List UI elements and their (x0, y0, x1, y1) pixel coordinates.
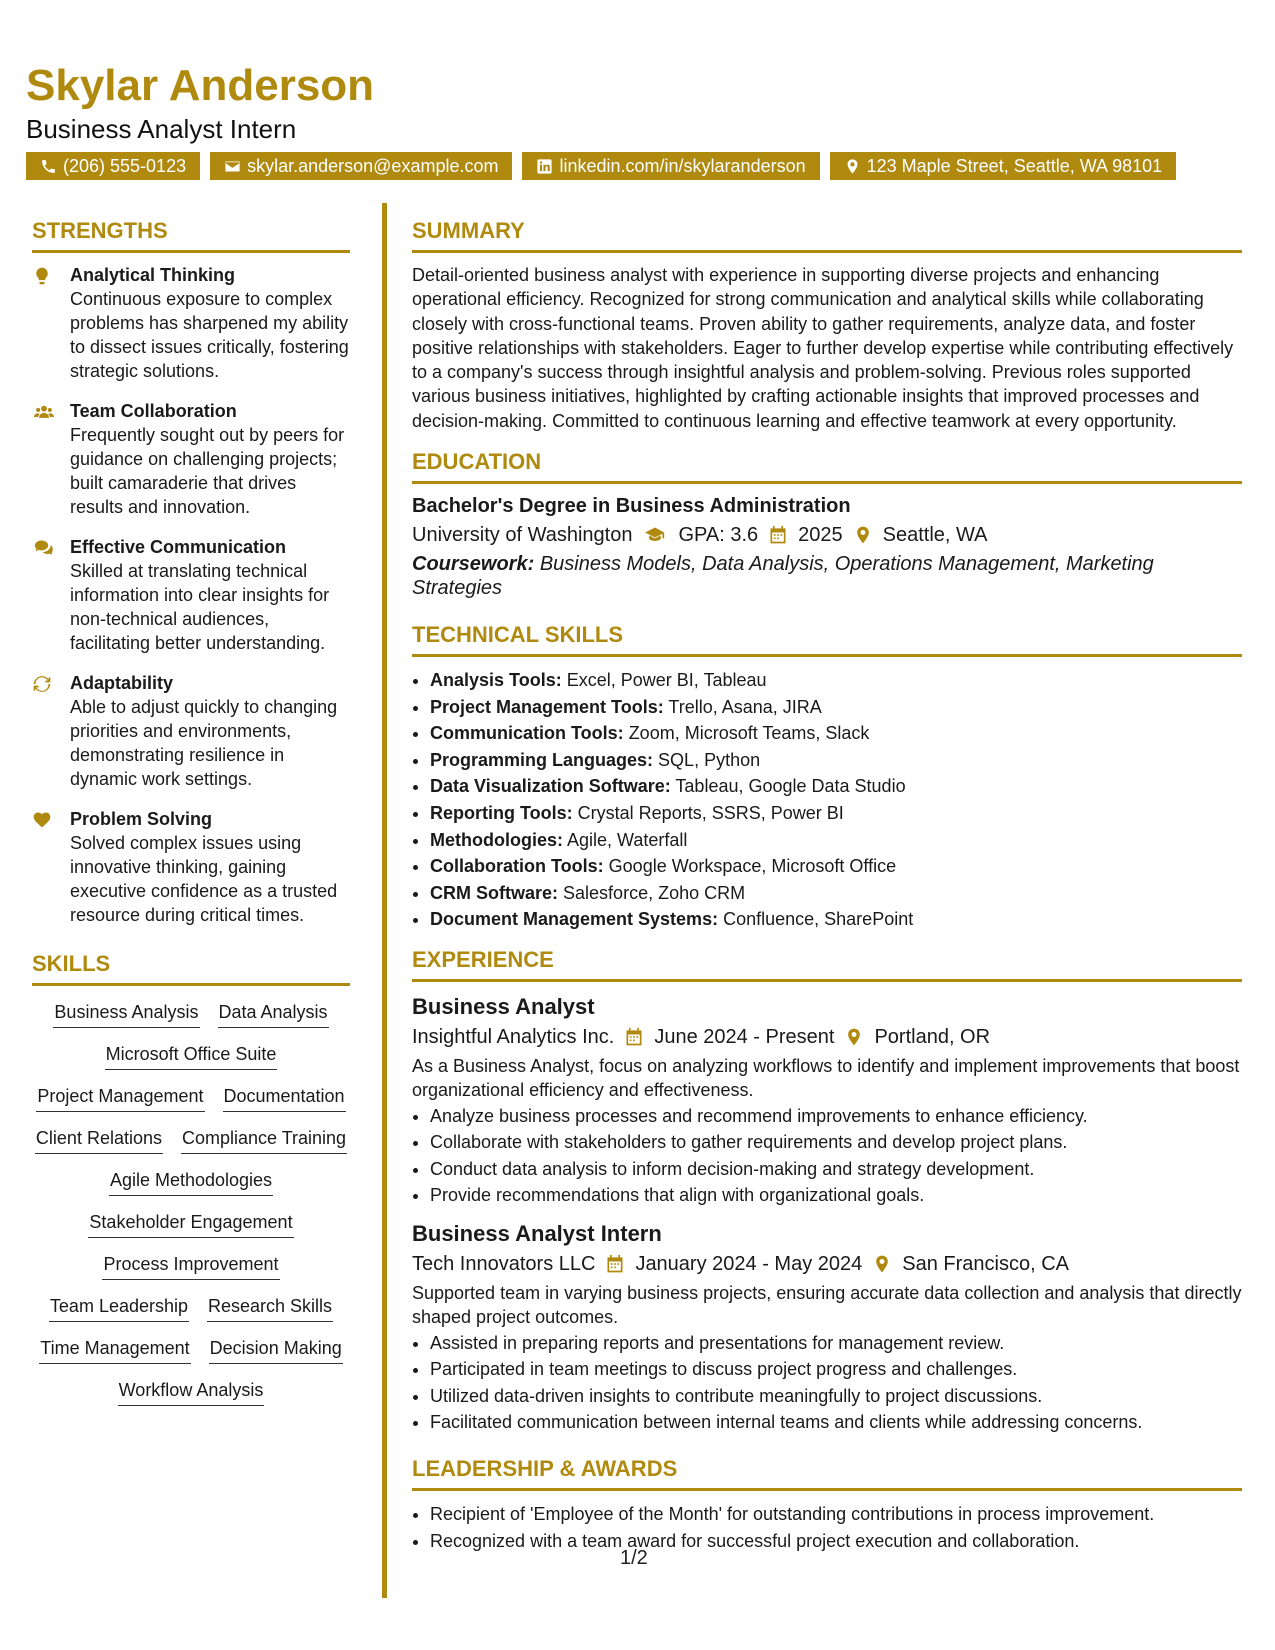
leadership-heading: LEADERSHIP & AWARDS (412, 1455, 678, 1481)
strength-item (32, 807, 350, 927)
education-heading: EDUCATION (412, 449, 542, 475)
address-text: 123 Maple Street, Seattle, WA 98101 (866, 156, 1163, 176)
map-pin-icon (872, 1254, 892, 1274)
strength-title: Adaptability (70, 673, 174, 693)
calendar-icon (768, 525, 788, 545)
experience-list (412, 992, 1242, 1436)
job-entry (412, 992, 1242, 1209)
section-rule (412, 979, 1242, 982)
job-location: Portland, OR (874, 1026, 991, 1049)
coursework-list: Business Models, Data Analysis, Operations Management, Marketing Strategies (412, 553, 1154, 600)
technical-skill-label: Programming Languages: (430, 749, 654, 770)
technical-skill-value: SQL, Python (658, 749, 761, 770)
calendar-icon (605, 1254, 625, 1274)
summary-text: Detail-oriented business analyst with experience in supporting diverse projects and enhancing operational efficiency. Recognized for strong communication and analytical skills while collaborating closely with cross-functional teams. Proven ability to gather requirements, analyze data, and foster positive relationships with stakeholders. Eager to further develop expertise while contributing effectively to a company's success through insightful analysis and problem-solving. Previous roles supported various business initiatives, highlighted by crafting actionable insights that improved processes and decision-making. Committed to continuous learning and effective teamwork at every opportunity. (412, 265, 1234, 431)
right-column (412, 216, 1242, 1554)
coursework (412, 552, 1242, 600)
company: Insightful Analytics Inc. (412, 1026, 615, 1049)
job-summary: Supported team in varying business projects, ensuring accurate data collection and analysis that directly shaped project outcomes. (412, 1282, 1242, 1328)
job-bullet: • Facilitated communication between internal teams and clients while addressing concerns. (430, 1409, 1242, 1436)
skill-tag: Documentation (223, 1084, 346, 1112)
strength-desc: Continuous exposure to complex problems has sharpened my ability to dissect issues critically, fostering strategic solutions. (70, 289, 349, 381)
section-rule (412, 1488, 1242, 1491)
skill-tag: Process Improvement (102, 1252, 279, 1280)
technical-skill-value: Crystal Reports, SSRS, Power BI (577, 803, 844, 824)
leadership-list (412, 1501, 1242, 1554)
technical-skill-item (430, 906, 1242, 933)
technical-skill-value: Excel, Power BI, Tableau (566, 670, 767, 691)
phone-icon (40, 158, 57, 175)
page-number: 1/2 (620, 1547, 648, 1569)
school: University of Washington (412, 524, 633, 547)
strength-item (32, 671, 350, 791)
grad-year: 2025 (798, 524, 843, 547)
map-pin-icon (844, 1027, 864, 1047)
calendar-icon (624, 1027, 644, 1047)
job-bullet: • Provide recommendations that align with organizational goals. (430, 1182, 1242, 1209)
linkedin-icon (536, 158, 553, 175)
job-dates: June 2024 - Present (654, 1026, 835, 1049)
job-meta (412, 1022, 1242, 1052)
job-dates: January 2024 - May 2024 (635, 1252, 863, 1275)
technical-skill-item (430, 747, 1242, 774)
job-title: Business Analyst Intern (26, 114, 297, 144)
technical-skill-value: Google Workspace, Microsoft Office (608, 856, 897, 877)
technical-skill-value: Tableau, Google Data Studio (675, 776, 906, 797)
technical-skill-label: Collaboration Tools: (430, 856, 604, 877)
strength-item (32, 399, 350, 519)
edu-location: Seattle, WA (882, 524, 988, 547)
technical-skill-label: Document Management Systems: (430, 909, 719, 930)
coursework-label: Coursework: (412, 553, 535, 576)
skills-heading: SKILLS (32, 951, 111, 976)
address-chip (830, 152, 1177, 180)
section-rule (412, 250, 1242, 253)
experience-heading: EXPERIENCE (412, 947, 554, 973)
technical-skills-heading: TECHNICAL SKILLS (412, 622, 624, 648)
skill-tag: Workflow Analysis (118, 1378, 265, 1406)
strength-title: Analytical Thinking (70, 265, 236, 285)
strength-title: Effective Communication (70, 537, 287, 557)
section-rule (32, 250, 350, 253)
column-divider (382, 203, 387, 1598)
phone-chip[interactable] (26, 152, 200, 180)
strength-item (32, 535, 350, 655)
company: Tech Innovators LLC (412, 1252, 596, 1275)
technical-skill-value: Trello, Asana, JIRA (668, 696, 822, 717)
map-pin-icon (853, 525, 873, 545)
strength-desc: Frequently sought out by peers for guidance on challenging projects; built camaraderie that drives results and innovation. (70, 425, 345, 517)
skill-tag: Research Skills (207, 1294, 333, 1322)
skill-tag: Stakeholder Engagement (88, 1210, 293, 1238)
skill-tag: Project Management (36, 1084, 204, 1112)
technical-skill-item (430, 880, 1242, 907)
job-role: Business Analyst Intern (412, 1220, 662, 1246)
heart-icon (32, 810, 52, 830)
job-summary: As a Business Analyst, focus on analyzing workflows to identify and implement improvements that boost organizational efficiency and effectiveness. (412, 1056, 1240, 1101)
strength-title: Problem Solving (70, 809, 213, 829)
skill-tag: Data Analysis (218, 1000, 329, 1028)
job-bullet: • Utilized data-driven insights to contribute meaningfully to project discussions. (430, 1383, 1242, 1410)
technical-skill-value: Zoom, Microsoft Teams, Slack (628, 723, 870, 744)
job-bullet: • Assisted in preparing reports and presentations for management review. (430, 1330, 1242, 1357)
job-role: Business Analyst (412, 994, 595, 1020)
section-rule (32, 983, 350, 986)
linkedin-text: linkedin.com/in/skylaranderson (559, 156, 806, 176)
skill-tag: Compliance Training (181, 1126, 347, 1154)
education-meta (412, 520, 1242, 550)
technical-skill-label: Data Visualization Software: (430, 776, 671, 797)
skill-tag: Client Relations (35, 1126, 163, 1154)
strength-desc: Able to adjust quickly to changing priorities and environments, demonstrating resilience in dynamic work settings. (70, 697, 338, 789)
technical-skill-value: Confluence, SharePoint (723, 909, 914, 930)
strength-desc: Skilled at translating technical information into clear insights for non-technical audiences, facilitating better understanding. (70, 561, 330, 653)
lightbulb-icon (32, 266, 52, 286)
technical-skill-label: Project Management Tools: (430, 696, 664, 717)
job-entry (412, 1219, 1242, 1436)
technical-skill-item (430, 694, 1242, 721)
skills-list (32, 996, 350, 1406)
comments-icon (32, 538, 56, 558)
job-bullet: • Participated in team meetings to discuss project progress and challenges. (430, 1356, 1242, 1383)
skill-tag: Agile Methodologies (109, 1168, 273, 1196)
email-chip[interactable] (210, 152, 512, 180)
award-item: • Recognized with a team award for successful project execution and collaboration. (430, 1528, 1242, 1555)
linkedin-chip[interactable] (522, 152, 819, 180)
skill-tag: Team Leadership (49, 1294, 189, 1322)
technical-skill-value: Salesforce, Zoho CRM (563, 882, 746, 903)
job-bullet: • Analyze business processes and recommend improvements to enhance efficiency. (430, 1103, 1242, 1130)
resume-header (26, 58, 1256, 180)
job-bullet: • Collaborate with stakeholders to gather requirements and develop project plans. (430, 1129, 1242, 1156)
technical-skill-label: Reporting Tools: (430, 803, 573, 824)
gpa: GPA: 3.6 (678, 524, 759, 547)
strengths-heading: STRENGTHS (32, 218, 168, 243)
strength-item (32, 263, 350, 383)
section-rule (412, 481, 1242, 484)
phone-text: (206) 555-0123 (63, 156, 187, 176)
technical-skill-item (430, 773, 1242, 800)
technical-skill-label: Communication Tools: (430, 723, 624, 744)
technical-skill-label: Analysis Tools: (430, 670, 562, 691)
users-icon (32, 402, 56, 422)
award-item: • Recipient of 'Employee of the Month' for outstanding contributions in process improvement. (430, 1501, 1242, 1528)
strength-title: Team Collaboration (70, 401, 237, 421)
skill-tag: Time Management (39, 1336, 190, 1364)
technical-skill-item (430, 667, 1242, 694)
job-meta (412, 1249, 1242, 1279)
technical-skill-item (430, 720, 1242, 747)
envelope-icon (224, 158, 241, 175)
skill-tag: Microsoft Office Suite (105, 1042, 278, 1070)
map-pin-icon (844, 158, 861, 175)
strength-desc: Solved complex issues using innovative thinking, gaining executive confidence as a trusted resource during critical times. (70, 833, 338, 925)
technical-skill-item (430, 827, 1242, 854)
candidate-name: Skylar Anderson (26, 61, 375, 110)
email-text: skylar.anderson@example.com (247, 156, 499, 176)
technical-skill-label: Methodologies: (430, 829, 563, 850)
technical-skill-item (430, 800, 1242, 827)
summary-heading: SUMMARY (412, 218, 525, 243)
graduation-cap-icon (642, 525, 668, 545)
left-column (32, 216, 350, 1406)
job-location: San Francisco, CA (902, 1252, 1069, 1275)
technical-skills-list (412, 667, 1242, 933)
section-rule (412, 654, 1242, 657)
degree: Bachelor's Degree in Business Administration (412, 495, 851, 518)
technical-skill-value: Agile, Waterfall (567, 829, 688, 850)
technical-skill-label: CRM Software: (430, 882, 559, 903)
contact-bar (26, 152, 1256, 180)
skill-tag: Business Analysis (53, 1000, 199, 1028)
job-bullets (412, 1103, 1242, 1209)
job-bullet: • Conduct data analysis to inform decision-making and strategy development. (430, 1156, 1242, 1183)
job-bullets (412, 1330, 1242, 1436)
technical-skill-item (430, 853, 1242, 880)
skill-tag: Decision Making (209, 1336, 343, 1364)
sync-icon (32, 674, 52, 694)
